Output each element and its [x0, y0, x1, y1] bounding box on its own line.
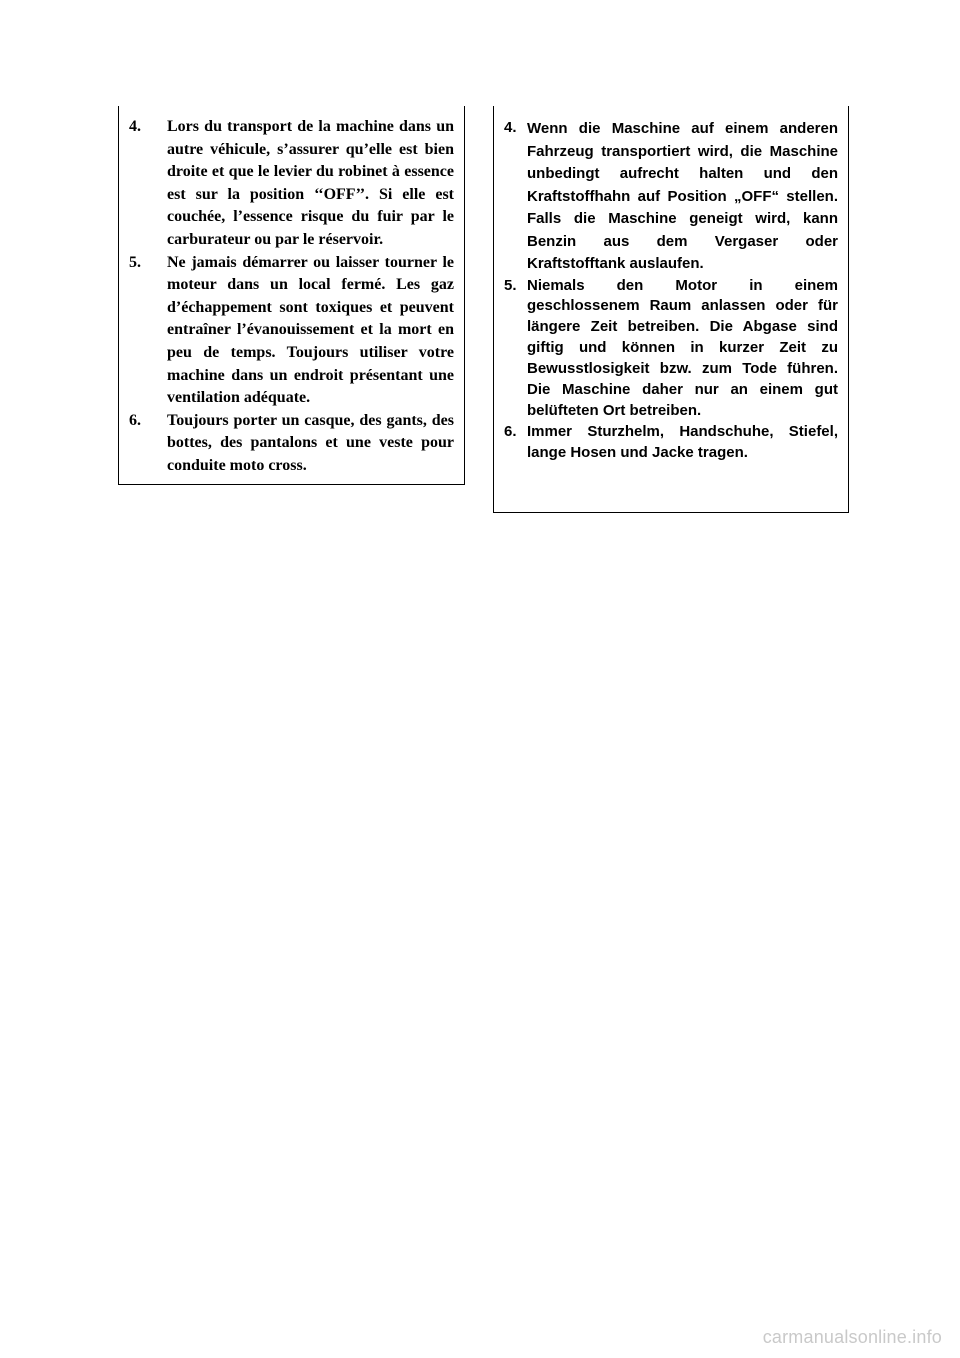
item-number: 4.: [504, 119, 517, 136]
item-number: 4.: [129, 118, 141, 135]
german-warning-item-4: [504, 118, 838, 276]
item-number: 5.: [504, 276, 517, 294]
french-warning-list: [129, 116, 454, 478]
watermark: carmanualsonline.info: [762, 1327, 942, 1347]
german-warning-list: [504, 118, 838, 464]
item-number: 5.: [129, 253, 141, 271]
german-warning-box: [493, 106, 849, 513]
item-text: Immer Sturzhelm, Handschuhe, Stiefel, lange Hosen und Jacke tragen.: [527, 422, 838, 461]
item-text: Wenn die Maschine auf einem anderen Fahrzeug transportiert wird, die Maschine unbedingt aufrecht halten und den Kraftstoffhahn auf Position „OFF“ stellen. Falls die Maschine geneigt wird, kann Benzin aus dem Vergaser oder Kraftstofftank auslaufen.: [527, 120, 838, 272]
item-text: Ne jamais démarrer ou laisser tourner le moteur dans un local fermé. Les gaz d’échappement sont toxiques et peuvent entraîner l’évanouissement et la mort en peu de temps. Toujours utiliser votre machine dans un endroit présentant une ventilation adéquate.: [167, 253, 454, 407]
item-number: 6.: [129, 411, 141, 429]
french-warning-box: [118, 106, 465, 485]
french-warning-item-4: [129, 116, 454, 252]
german-warning-item-6: [504, 422, 838, 464]
item-number: 6.: [504, 422, 517, 440]
german-warning-item-5: [504, 276, 838, 422]
item-text: Toujours porter un casque, des gants, des bottes, des pantalons et une veste pour conduite moto cross.: [167, 411, 454, 474]
french-warning-item-6: [129, 410, 454, 478]
item-text: Niemals den Motor in einem geschlossenem Raum anlassen oder für längere Zeit betreiben. Die Abgase sind giftig und können in kurzer Zeit zu Bewusstlosigkeit bzw. zum Tode führen. Die Maschine daher nur an einem gut belüfteten Ort betreiben.: [527, 276, 838, 419]
item-text: Lors du transport de la machine dans un autre véhicule, s’assurer qu’elle est bien droite et que le levier du robinet à essence est sur la position ‘‘OFF’’. Si elle est couchée, l’essence risque du fuir par le carburateur ou par le réservoir.: [167, 118, 454, 248]
french-warning-item-5: [129, 252, 454, 410]
